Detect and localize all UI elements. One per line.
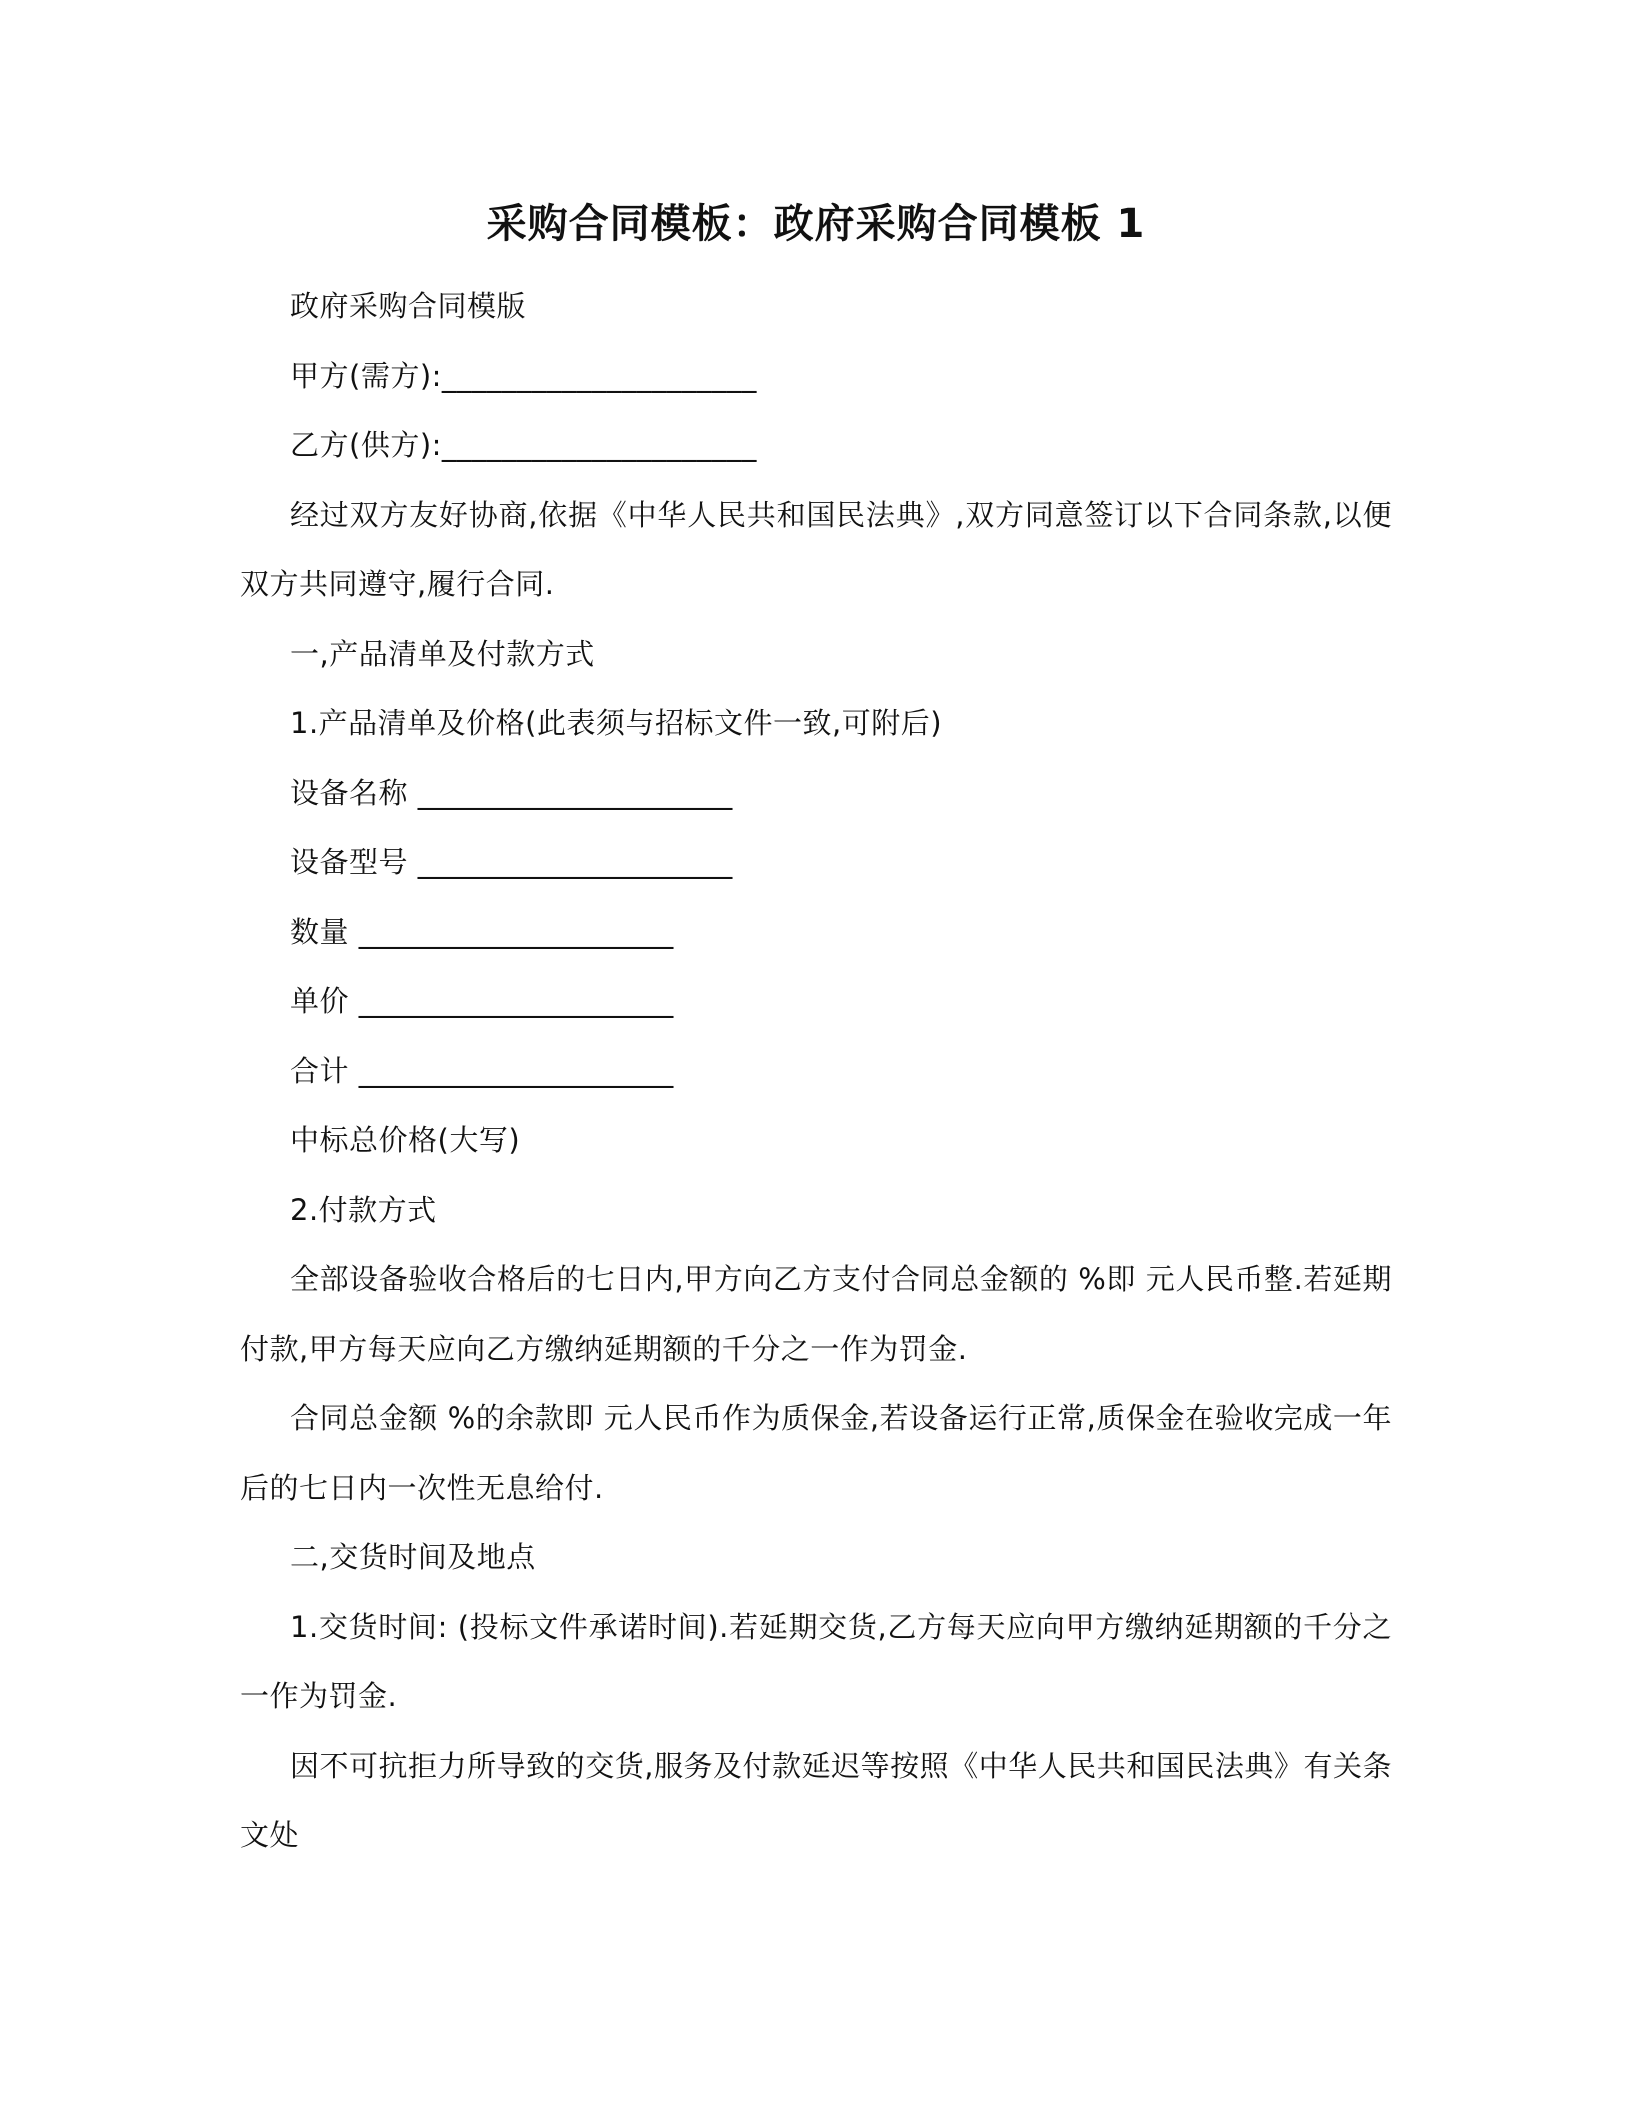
document-title: 采购合同模板：政府采购合同模板 1	[486, 201, 1146, 247]
paragraph-warranty-deposit: 合同总金额 %的余款即 元人民币作为质保金,若设备运行正常,质保金在验收完成一年后的七日内一次性无息给付.	[240, 1401, 1392, 1505]
field-device-model: 设备型号 _____________________	[290, 845, 733, 879]
field-device-name: 设备名称 _____________________	[290, 775, 733, 810]
paragraph-party-b: 乙方(供方):_____________________	[290, 428, 757, 462]
paragraph-party-a: 甲方(需方):_____________________	[290, 358, 757, 393]
field-total: 合计 _____________________	[290, 1053, 674, 1088]
field-quantity: 数量 _____________________	[290, 914, 674, 949]
paragraph-payment-terms: 全部设备验收合格后的七日内,甲方向乙方支付合同总金额的 %即 元人民币整.若延期付款,甲方每天应向乙方缴纳延期额的千分之一作为罚金.	[240, 1262, 1392, 1366]
field-bid-total-price: 中标总价格(大写)	[290, 1123, 521, 1157]
section-heading-1: 一,产品清单及付款方式	[290, 636, 595, 671]
paragraph-product-list: 1.产品清单及价格(此表须与招标文件一致,可附后)	[290, 706, 943, 740]
section-heading-2: 二,交货时间及地点	[290, 1540, 536, 1574]
paragraph-subtitle: 政府采购合同模版	[290, 289, 527, 323]
paragraph-delivery-time: 1.交货时间: (投标文件承诺时间).若延期交货,乙方每天应向甲方缴纳延期额的千分之一作为罚金.	[240, 1609, 1392, 1713]
paragraph-preamble: 经过双方友好协商,依据《中华人民共和国民法典》,双方同意签订以下合同条款,以便双方共同遵守,履行合同.	[240, 497, 1392, 601]
field-unit-price: 单价 _____________________	[290, 984, 674, 1018]
paragraph-payment-heading: 2.付款方式	[290, 1192, 437, 1227]
paragraph-force-majeure: 因不可抗拒力所导致的交货,服务及付款延迟等按照《中华人民共和国民法典》有关条文处	[240, 1748, 1392, 1852]
document-body	[240, 272, 1392, 1871]
